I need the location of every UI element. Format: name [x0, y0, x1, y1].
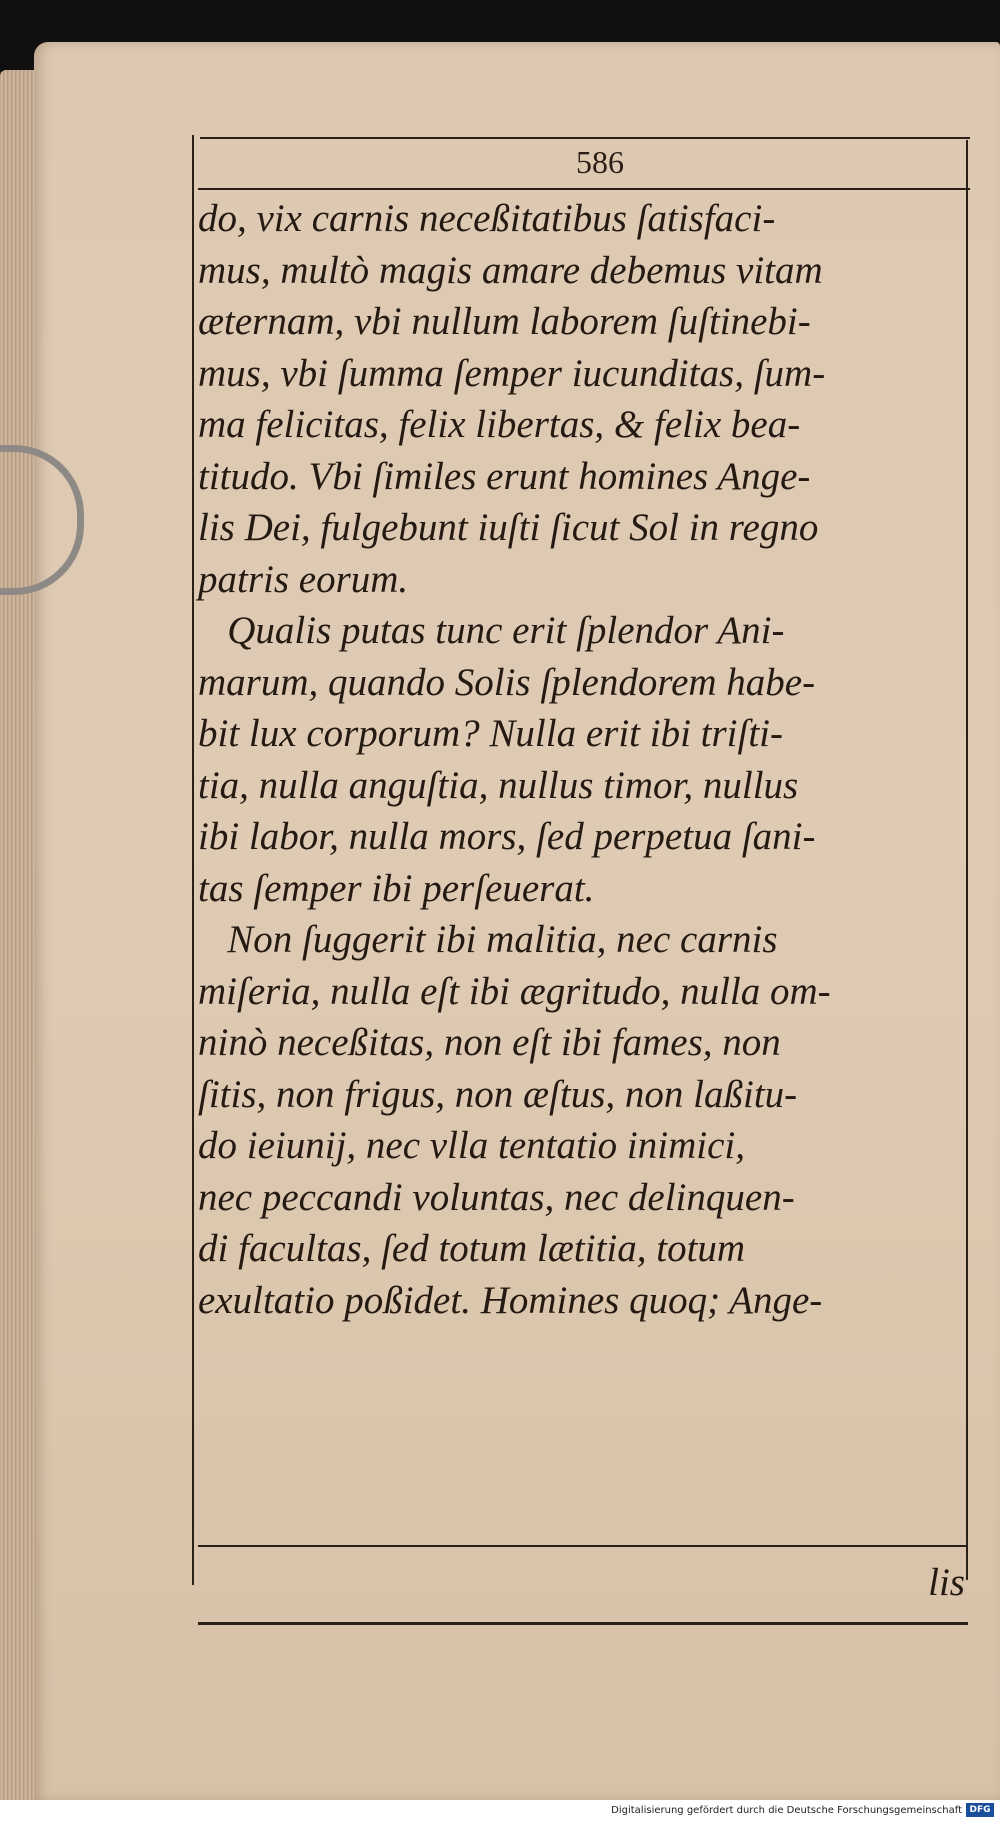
text-line: miſeria, nulla eſt ibi ægritudo, nulla om-	[198, 969, 831, 1013]
text-line: marum, quando Solis ſplendorem habe-	[198, 660, 816, 704]
text-line: ma felicitas, felix libertas, & felix bea-	[198, 403, 801, 446]
text-line: exultatio poßidet. Homines quoq; Ange-	[198, 1278, 823, 1322]
text-line: di facultas, ſed totum lætitia, totum	[198, 1227, 746, 1270]
dfg-logo: DFG	[966, 1803, 994, 1817]
text-line: titudo. Vbi ſimiles erunt homines Ange-	[198, 454, 811, 498]
text-line: nec peccandi voluntas, nec delinquen-	[198, 1175, 795, 1219]
text-line: ibi labor, nulla mors, ſed perpetua ſani-	[198, 815, 816, 858]
text-line: ſitis, non frigus, non æſtus, non laßitu-	[198, 1072, 798, 1116]
text-line: æternam, vbi nullum laborem ſuſtinebi-	[198, 300, 811, 343]
left-frame-rule	[192, 135, 194, 1585]
catchword: lis	[928, 1561, 965, 1604]
text-line: mus, vbi ſumma ſemper iucunditas, ſum-	[198, 351, 826, 395]
text-line: Qualis putas tunc erit ſplendor Ani-	[198, 609, 785, 652]
text-line: Non ſuggerit ibi malitia, nec carnis	[198, 918, 778, 961]
text-line: ninò neceßitas, non eſt ibi fames, non	[198, 1021, 781, 1064]
footer-rule	[198, 1622, 968, 1625]
text-line: mus, multò magis amare debemus vitam	[198, 248, 823, 292]
top-rule	[200, 137, 970, 139]
text-line: lis Dei, fulgebunt iuſti ſicut Sol in regno	[198, 506, 819, 549]
text-line: do ieiunij, nec vlla tentatio inimici,	[198, 1124, 745, 1167]
header-rule	[198, 188, 970, 190]
bottom-rule	[198, 1545, 968, 1547]
digitization-credit: Digitalisierung gefördert durch die Deutsche Forschungsgemeinschaft	[611, 1805, 962, 1816]
text-line: patris eorum.	[198, 557, 409, 601]
text-line: bit lux corporum? Nulla erit ibi triſti-	[198, 712, 783, 755]
text-line: tia, nulla anguſtia, nullus timor, nullus	[198, 763, 799, 807]
text-line: tas ſemper ibi perſeuerat.	[198, 866, 595, 910]
page-number: 586	[576, 144, 624, 180]
body-text	[198, 193, 968, 1326]
text-line: do, vix carnis neceßitatibus ſatisfaci-	[198, 197, 776, 240]
